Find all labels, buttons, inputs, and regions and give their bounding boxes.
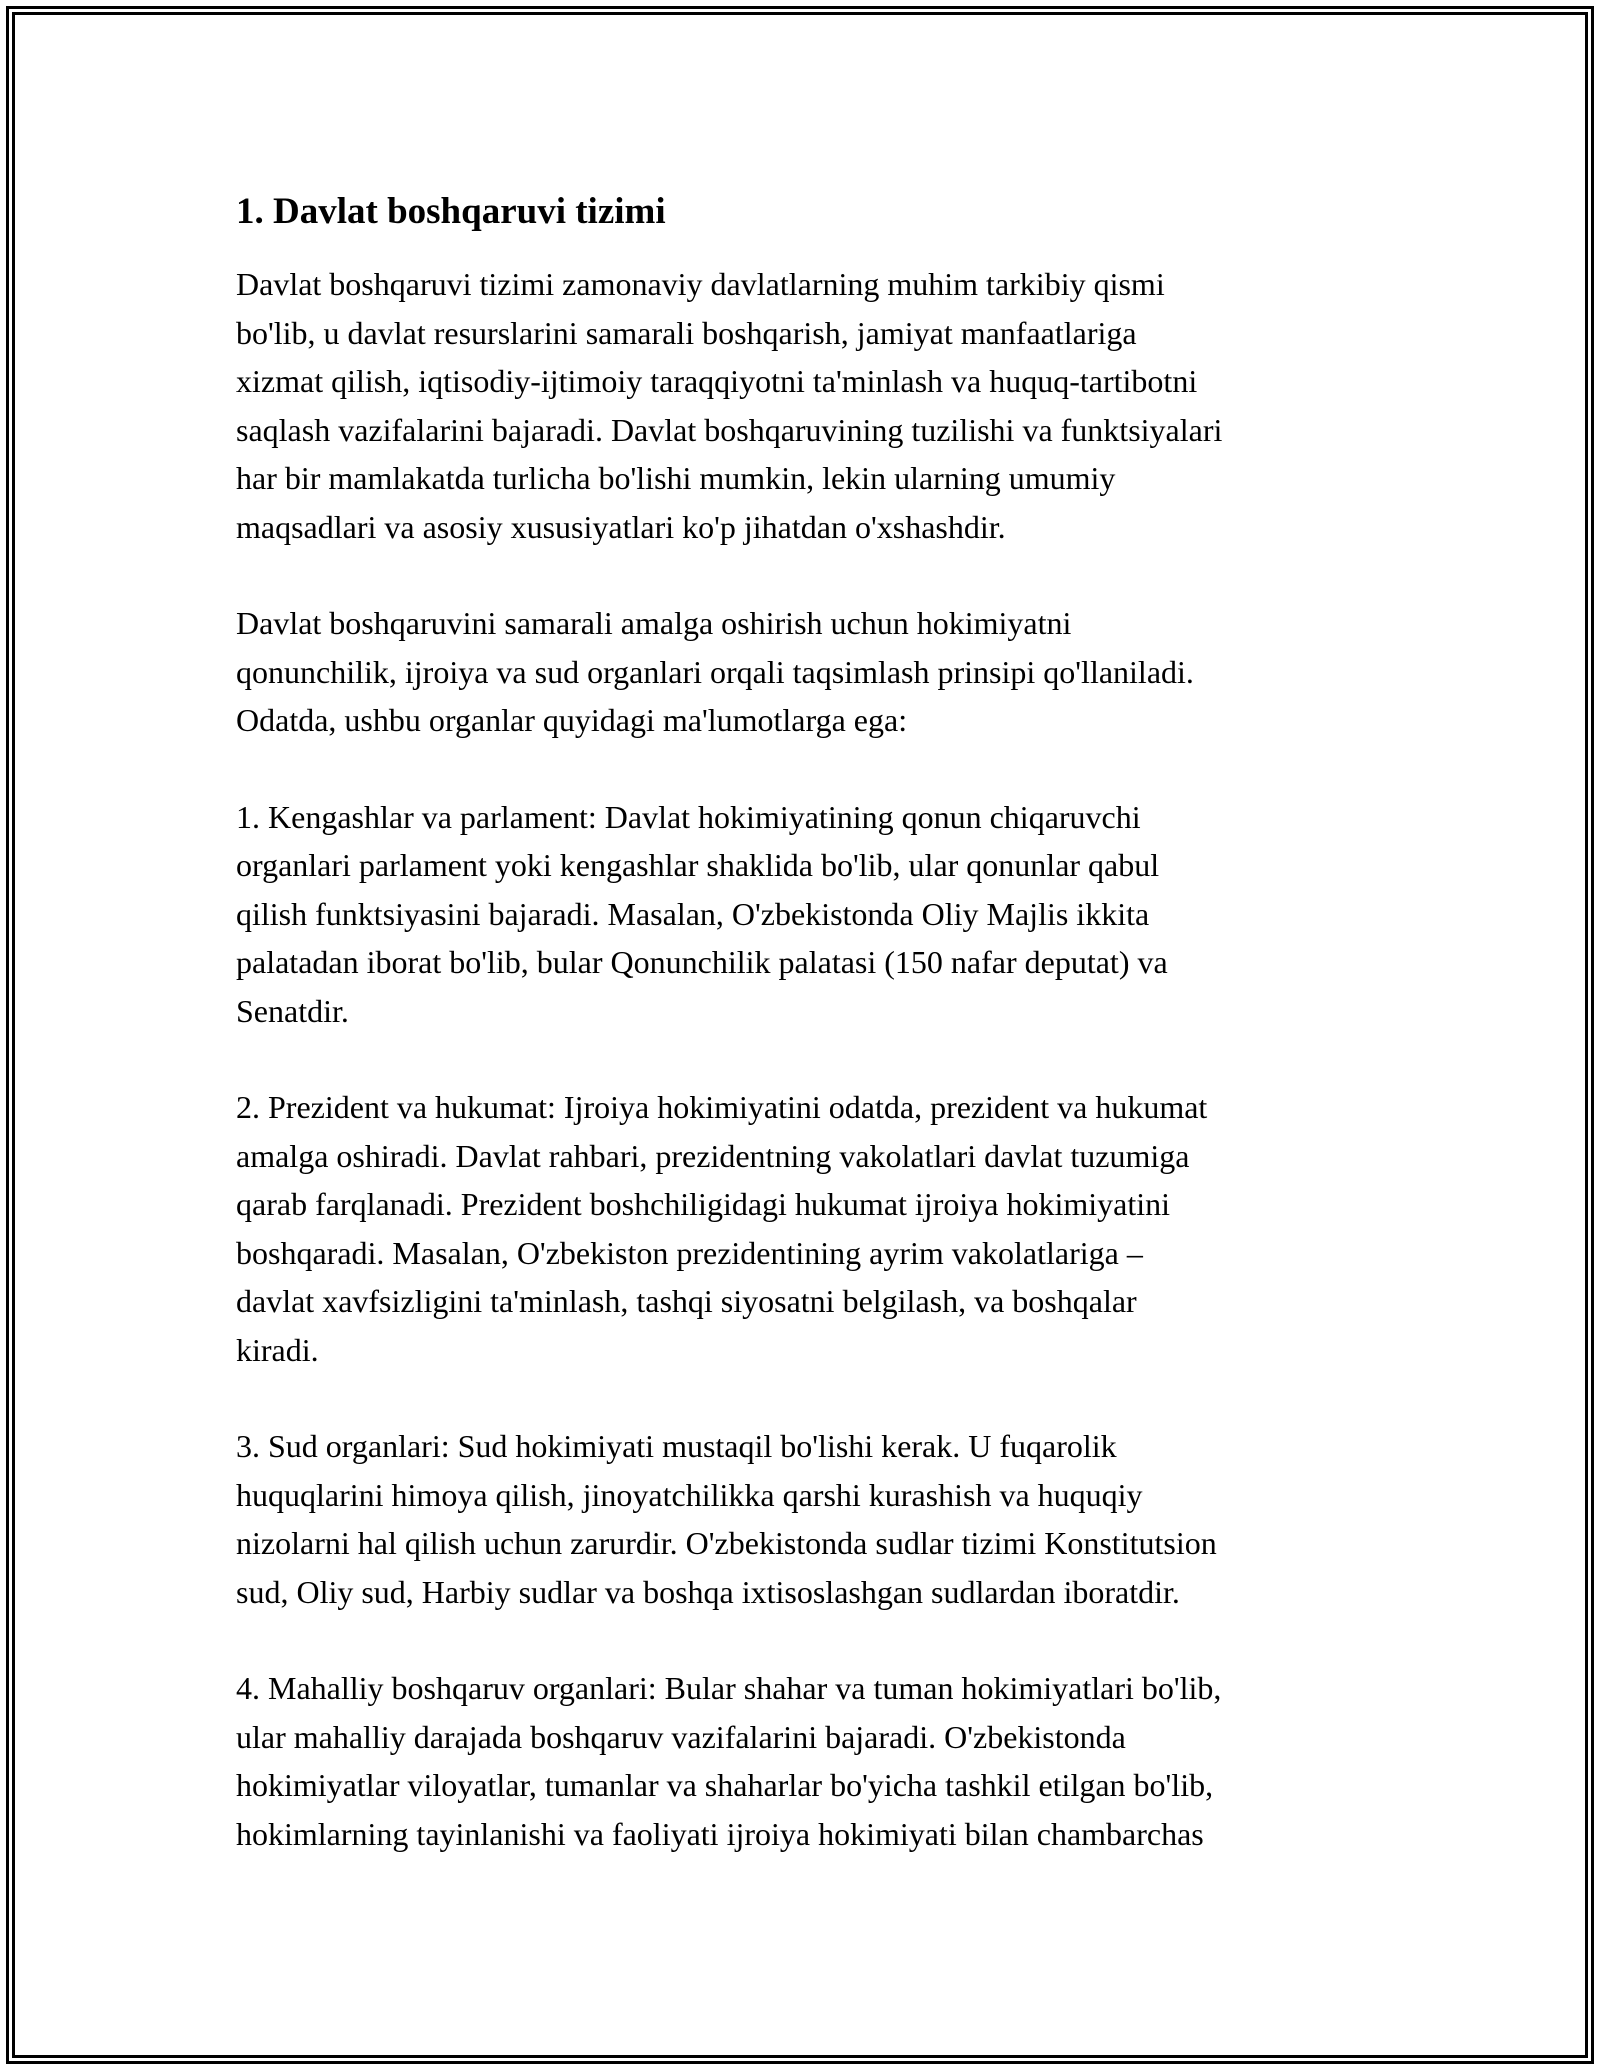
- list-item-parliament: 1. Kengashlar va parlament: Davlat hokimiyatining qonun chiqaruvchi organlari parlament yoki kengashlar shaklida bo'lib, ular qonunlar qabul qilish funktsiyasini bajaradi. Masalan, O'zbekistonda Oliy Majlis ikkita palatadan iborat bo'lib, bular Qonunchilik palatasi (150 nafar deputat) va Senatdir.: [236, 798, 1168, 1029]
- list-item-local-government: 4. Mahalliy boshqaruv organlari: Bular shahar va tuman hokimiyatlari bo'lib, ular mahalliy darajada boshqaruv vazifalarini bajaradi. O'zbekistonda hokimiyatlar viloyatlar, tumanlar va shaharlar bo'yicha tashkil etilgan bo'lib, hokimlarning tayinlanishi va faoliyati ijroiya hokimiyati bilan chambarchas: [236, 1670, 1222, 1852]
- list-item-courts: 3. Sud organlari: Sud hokimiyati mustaqil bo'lishi kerak. U fuqarolik huquqlarini himoya qilish, jinoyatchilikka qarshi kurashish va huquqiy nizolarni hal qilish uchun zarurdir. O'zbekistonda sudlar tizimi Konstitutsion sud, Oliy sud, Harbiy sudlar va boshqa ixtisoslashgan sudlardan iboratdir.: [236, 1428, 1217, 1610]
- document-body: [236, 188, 1386, 1906]
- list-item-president: 2. Prezident va hukumat: Ijroiya hokimiyatini odatda, prezident va hukumat amalga oshiradi. Davlat rahbari, prezidentning vakolatlari davlat tuzumiga qarab farqlanadi. Prezident boshchiligidagi hukumat ijroiya hokimiyatini boshqaradi. Masalan, O'zbekiston prezidentining ayrim vakolatlariga – davlat xavfsizligini ta'minlash, tashqi siyosatni belgilash, va boshqalar kiradi.: [236, 1089, 1208, 1368]
- paragraph-intro: Davlat boshqaruvi tizimi zamonaviy davlatlarning muhim tarkibiy qismi bo'lib, u davlat resurslarini samarali boshqarish, jamiyat manfaatlariga xizmat qilish, iqtisodiy-ijtimoiy taraqqiyotni ta'minlash va huquq-tartibotni saqlash vazifalarini bajaradi. Davlat boshqaruvining tuzilishi va funktsiyalari har bir mamlakatda turlicha bo'lishi mumkin, lekin ularning umumiy maqsadlari va asosiy xususiyatlari ko'p jihatdan o'xshashdir.: [236, 266, 1223, 545]
- paragraph-separation-of-powers: Davlat boshqaruvini samarali amalga oshirish uchun hokimiyatni qonunchilik, ijroiya va sud organlari orqali taqsimlash prinsipi qo'llaniladi. Odatda, ushbu organlar quyidagi ma'lumotlarga ega:: [236, 605, 1194, 739]
- section-heading: 1. Davlat boshqaruvi tizimi: [236, 191, 666, 232]
